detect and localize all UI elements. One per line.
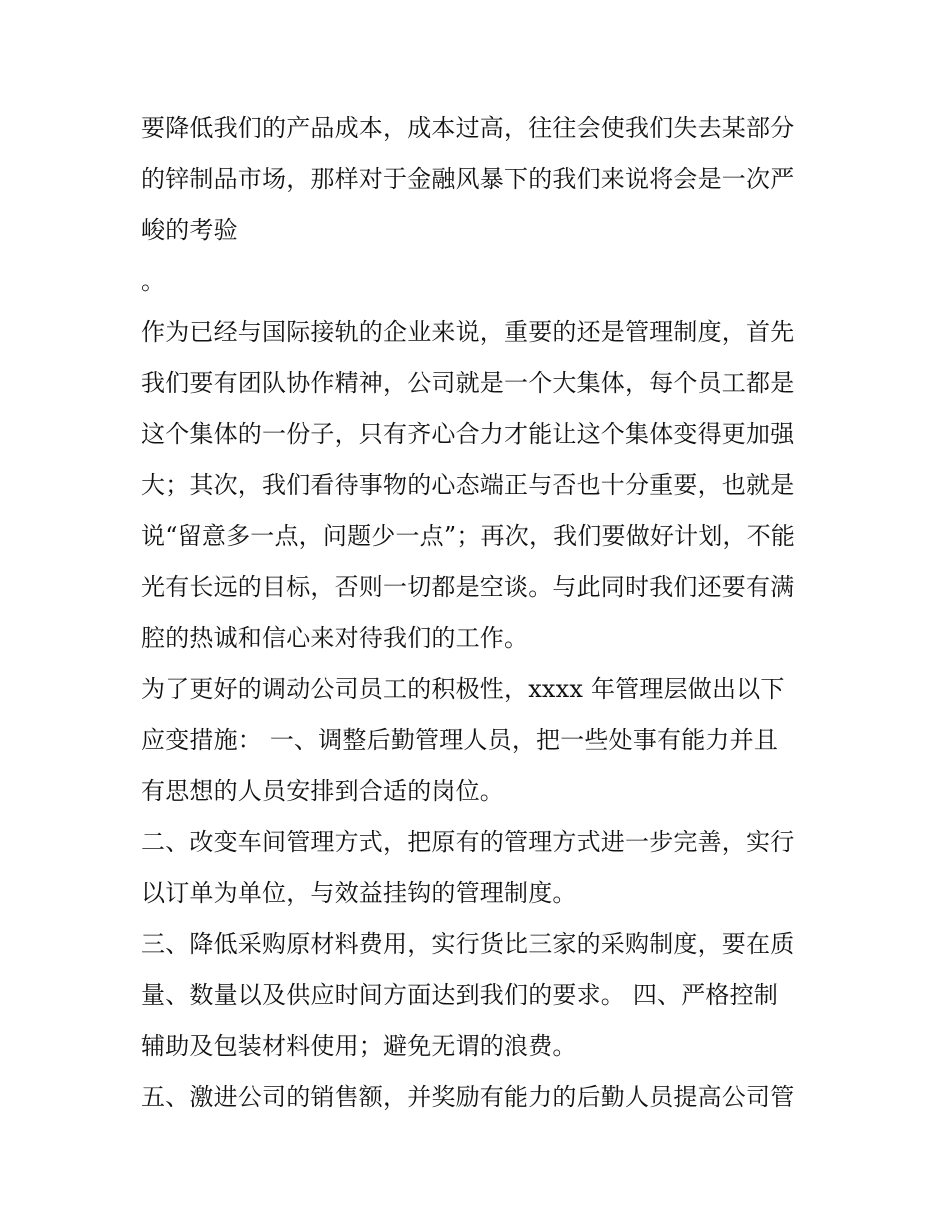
text-line: 有思想的人员安排到合适的岗位。 (141, 777, 504, 805)
text-line: 量、数量以及供应时间方面达到我们的要求。 四、严格控制 (141, 981, 779, 1009)
text-line: 二、改变车间管理方式，把原有的管理方式进一步完善，实行 (141, 828, 795, 856)
text-line: 光有长远的目标，否则一切都是空谈。与此同时我们还要有满 (141, 573, 795, 601)
text-line: 说“留意多一点，问题少一点”；再次，我们要做好计划，不能 (141, 522, 796, 550)
text-line: 腔的热诚和信心来对待我们的工作。 (141, 624, 529, 652)
text-line: 作为已经与国际接轨的企业来说，重要的还是管理制度，首先 (141, 318, 795, 346)
text-line: 辅助及包装材料使用；避免无谓的浪费。 (141, 1032, 577, 1060)
text-line: 三、降低采购原材料费用，实行货比三家的采购制度，要在质 (141, 930, 795, 958)
text-line: 这个集体的一份子，只有齐心合力才能让这个集体变得更加强 (141, 420, 795, 448)
text-line: 五、激进公司的销售额，并奖励有能力的后勤人员提高公司管 (141, 1083, 795, 1111)
document-body (141, 103, 821, 1123)
text-line: 我们要有团队协作精神，公司就是一个大集体，每个员工都是 (141, 369, 795, 397)
text-line: 大；其次，我们看待事物的心态端正与否也十分重要，也就是 (141, 471, 795, 499)
text-line: 峻的考验 (141, 216, 238, 244)
text-line: 。 (141, 267, 166, 295)
text-line: 以订单为单位，与效益挂钩的管理制度。 (141, 879, 577, 907)
text-line: 为了更好的调动公司员工的积极性，xxxx 年管理层做出以下 (141, 675, 785, 703)
text-line: 要降低我们的产品成本，成本过高，往往会使我们失去某部分 (141, 114, 795, 142)
text-line: 应变措施： 一、调整后勤管理人员，把一些处事有能力并且 (141, 726, 779, 754)
text-line: 的锌制品市场，那样对于金融风暴下的我们来说将会是一次严 (141, 165, 795, 193)
